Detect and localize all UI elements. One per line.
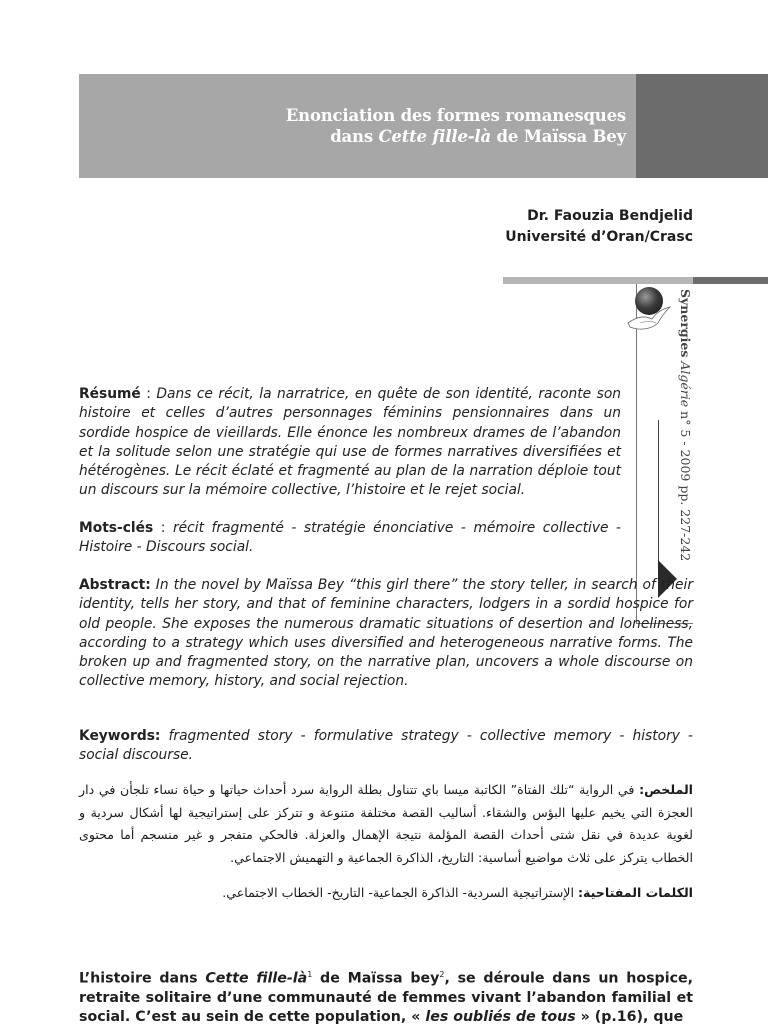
arabic-keywords-paragraph [79, 882, 693, 905]
resume-text: Dans ce récit, la narratrice, en quête de son identité, raconte son histoire et celles d’autres personnages féminins pensionnaires dans un sordide hospice de vieillards. Elle énonce les nombreux drames de l’abandon et la solitude selon une stratégie qui use de formes narratives diversifiées et hétérogènes. Le récit éclaté et fragmenté au plan de la narration déploie tout un discours sur la mémoire collective, l’histoire et le rejet social. [79, 386, 622, 499]
motscles-paragraph [79, 519, 621, 558]
author-block [505, 206, 693, 248]
title-work: Cette fille-là [378, 127, 491, 146]
abstract-paragraph [79, 576, 693, 692]
keywords-paragraph [79, 727, 693, 766]
article-title [206, 105, 626, 147]
arabic-keywords-label: الكلمات المفتاحية: [577, 885, 693, 900]
intro-part-3: , se déroule dans un hospice, retraite solitaire d’une communauté de femmes vivant l’abandon familial et social. C’est au sein de cette population, « [79, 970, 693, 1025]
keywords-label: Keywords: [79, 728, 161, 744]
intro-part-4: » (p.16), que [575, 1008, 684, 1025]
title-line-1: Enonciation des formes romanesques [285, 106, 626, 125]
intro-paragraph [79, 965, 693, 1027]
journal-issue: n° 5 - 2009 pp. 227-242 [678, 407, 693, 562]
abstract-text: In the novel by Maïssa Bey “this girl there” the story teller, in search of their identity, tells her story, and that of feminine characters, lodgers in a sordid hospice for old people. She exposes the numerous dramatic situations of desertion and loneliness, according to a strategy which uses diversified and heterogeneous narrative forms. The broken up and fragmented story, on the narrative plan, uncovers a whole discourse on collective memory, history, and social rejection. [79, 577, 693, 690]
title-suffix: de Maïssa Bey [491, 127, 626, 146]
author-affiliation: Université d’Oran/Crasc [505, 229, 693, 245]
resume-label: Résumé [79, 386, 141, 402]
journal-reference [677, 289, 693, 561]
resume-paragraph [79, 385, 621, 501]
arabic-summary-label: الملخص: [639, 782, 693, 797]
journal-country: Algérie [678, 361, 693, 408]
journal-name: Synergies [678, 289, 693, 358]
arabic-keywords-text: الإستراتيجية السردية- الذاكرة الجماعية- التاريخ- الخطاب الاجتماعي. [222, 885, 578, 900]
title-prefix: dans [330, 127, 379, 146]
sidebar-vertical-rule [658, 420, 659, 570]
arabic-summary-paragraph [79, 779, 693, 869]
arabic-summary-text: في الرواية “تلك الفتاة” الكاتبة ميسا باي تتناول بطلة الرواية سرد أحداث حياتها و حياة نساء تلجأن في دار العجزة التي يخيم عليها البؤس والشقاء. أساليب القصة مختلفة متنوعة و تتركز على إستراتيجية لها أشكال سردية و لغوية عديدة في نقل شتى أحداث القصة المؤلمة نتيجة الإهمال والعزلة. فالحكي متفجر و غير منسجم أما محتوى الخطاب يتركز على ثلاث مواضيع أساسية: التاريخ، الذاكرة الجماعية و التهميش الاجتماعي. [79, 782, 693, 865]
abstract-label: Abstract: [79, 577, 151, 593]
intro-part-2: de Maïssa bey [312, 970, 440, 987]
intro-work-title: Cette fille-là [205, 970, 308, 987]
intro-part-1: L’histoire dans [79, 970, 206, 987]
motscles-separator: : [153, 520, 173, 536]
title-banner-accent [636, 74, 768, 178]
footnote-ref-1[interactable]: 1 [307, 970, 313, 979]
motscles-label: Mots-clés [79, 520, 154, 536]
author-name: Dr. Faouzia Bendjelid [527, 208, 693, 224]
journal-logo-dove-icon [626, 303, 672, 333]
title-line-2 [206, 126, 626, 147]
motscles-text: récit fragmenté - stratégie énonciative - mémoire collective -Histoire - Discours social. [79, 520, 622, 556]
footnote-ref-2[interactable]: 2 [439, 970, 445, 979]
sidebar-rule-accent [693, 277, 768, 284]
intro-quote: les oubliés de tous [425, 1008, 576, 1025]
keywords-text: fragmented story - formulative strategy - collective memory - history - social discourse. [79, 728, 693, 764]
resume-separator: : [140, 386, 157, 402]
